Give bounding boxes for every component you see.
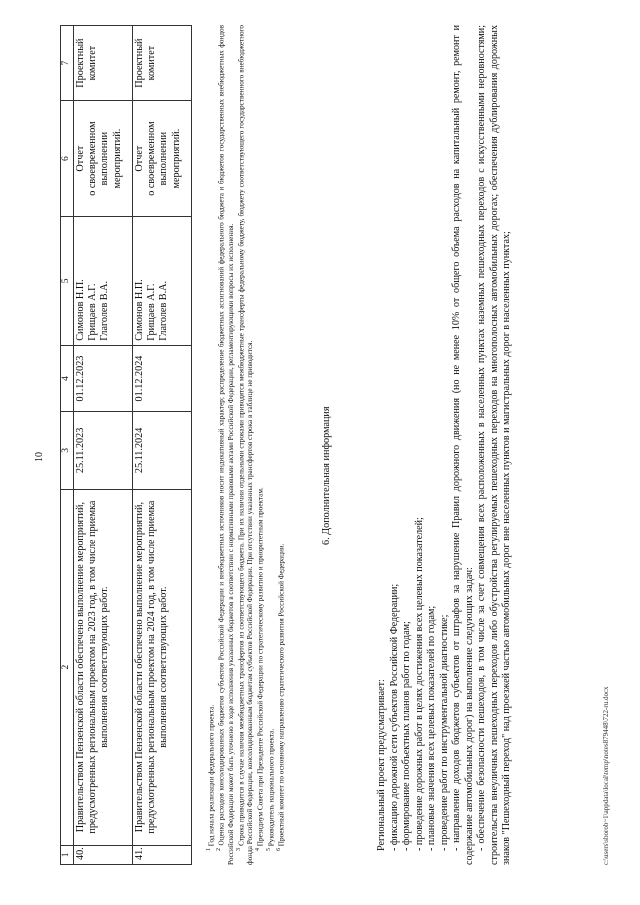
footnote [236,25,255,865]
table-header-row [61,26,74,865]
page-number: 10 [34,452,45,462]
file-path: c:\users\sborob~1\appdata\local\temp\notes879448\722-ru.docx [602,686,610,865]
footnote-text: Президиум Совета при Президенте Российской Федерации по стратегическому развитию и приоритетным проектам. [256,487,265,847]
footnote-text: Руководитель национального проекта. [266,728,275,847]
row-responsible [73,217,132,346]
table-row [132,26,191,865]
footnote [276,25,286,865]
table-row [73,26,132,865]
footnote-text: Проектный комитет по основному направлению стратегического развития Российской Федерации. [277,543,286,847]
responsible-name: Грищаев А.Г. [146,283,158,341]
footnote-text: Строка приводится в случае наличия межбюджетных трансфертов из соответствующего бюджета. При их наличии отдельными строками приводятся межбюджетные трансферты федеральному бюджету, бюджету соответствующего государственного внебюджетного фонда Российской Федерации, консолидированным бюджетам субъектов Российской Федерации. При отсутствии указанных трансфертов строка в таблице не приводится. [237,24,255,865]
row-end-date: 01.12.2023 [73,345,132,412]
level-line: комитет [146,45,158,81]
row-level [73,26,132,101]
footnote-text: Оценка расходов консолидированных бюджетов субъектов Российской Федерации и внебюджетных источников носит индикативный характер; распределение бюджетных ассигнований федерального бюджета и бюджетов государственных внебюджетных фондов Российской Федерации может быть уточнено в ходе исполнения указанных бюджетов в соответствии с нормативными правовыми актами Российской Федерации, регламентирующими вопросы их исполнения. [217,24,235,865]
body-line: - проведение дорожных работ в целях достижения всех целевых показателей; [413,517,425,851]
schedule-table-wrapper [60,25,192,865]
body-line: Региональный проект предусматривает: [376,679,387,851]
footnote-text: Год начала реализации федерального проекта. [207,704,216,847]
footnote-mark: 4 [255,848,262,851]
section-title: 6. Дополнительная информация [321,406,332,545]
body-line: - обеспечение безопасности пешеходов, в том числе за счет совмещения всех расположенных в населенных пунктах наземных пешеходных переходов с искусственными неровностями; строительства внеуличных пешеходных переходов либо обустройства регулируемых пешеходных переходов на многополосных автомобильных дорогах; обеспечения дублирования дорожных знаков "Пешеходный переход" над проезжей частью автомобильных дорог вне населенных пунктов и магистральных дорог в населенных пунктах; [476,25,513,865]
result-line: выполнении [99,131,111,186]
row-end-date: 01.12.2024 [132,345,191,412]
level-line: Проектный [74,38,86,88]
row-result [73,101,132,217]
row-responsible [132,217,191,346]
result-line: Отчет [133,145,145,172]
row-start-date: 25.11.2024 [132,412,191,489]
body-text [376,25,514,865]
footnotes [206,25,286,865]
footnote-mark: 6 [275,848,282,851]
header-cell: 7 [61,26,74,101]
row-description: Правительством Пензенской области обеспечено выполнение мероприятий, предусмотренных региональным проектом на 2023 год, в том числе приемка выполнения соответствующих работ. [73,489,132,845]
body-line: - проведение работ по инструментальной диагностике; [438,614,450,851]
header-cell: 6 [61,101,74,217]
body-line: - фиксацию дорожной сети субъектов Российской Федерации; [388,583,400,851]
footnote [255,25,265,865]
responsible-name: Симонов Н.П. [133,279,145,341]
header-cell: 5 [61,217,74,346]
footnote-mark: 3 [235,848,242,851]
row-number: 41. [132,845,191,864]
footnote [266,25,276,865]
schedule-table [60,25,192,865]
responsible-name: Глаголев В.А. [158,280,170,341]
header-cell: 4 [61,345,74,412]
result-line: мероприятий. [170,128,182,189]
responsible-name: Симонов Н.П. [74,279,86,341]
footnote-mark: 2 [216,848,223,851]
result-line: о своевременном [87,121,99,196]
row-start-date: 25.11.2023 [73,412,132,489]
row-result [132,101,191,217]
result-line: Отчет [74,145,86,172]
body-line: - плановые значения всех целевых показателей по годам; [426,605,438,851]
footnote-mark: 5 [265,848,272,851]
header-cell: 1 [61,845,74,864]
body-line: - формирование пообъектных планов работ по годам; [401,621,413,851]
footnote [206,25,216,865]
row-number: 40. [73,845,132,864]
result-line: о своевременном [146,121,158,196]
result-line: мероприятий. [111,128,123,189]
level-line: комитет [87,45,99,81]
footnote-mark: 1 [206,848,212,851]
result-line: выполнении [158,131,170,186]
body-line: - направление доходов бюджетов субъектов от штрафов за нарушение Правил дорожного движения (но не менее 10% от общего объема расходов на капитальный ремонт, ремонт и содержание автомобильных дорог) на выполнение следующих задач: [451,25,475,865]
header-cell: 3 [61,412,74,489]
footnote [216,25,235,865]
responsible-name: Глаголев В.А. [99,280,111,341]
header-cell: 2 [61,489,74,845]
level-line: Проектный [133,38,145,88]
row-description: Правительством Пензенской области обеспечено выполнение мероприятий, предусмотренных региональным проектом на 2024 год, в том числе приемка выполнения соответствующих работ. [132,489,191,845]
row-level [132,26,191,101]
responsible-name: Грищаев А.Г. [87,283,99,341]
